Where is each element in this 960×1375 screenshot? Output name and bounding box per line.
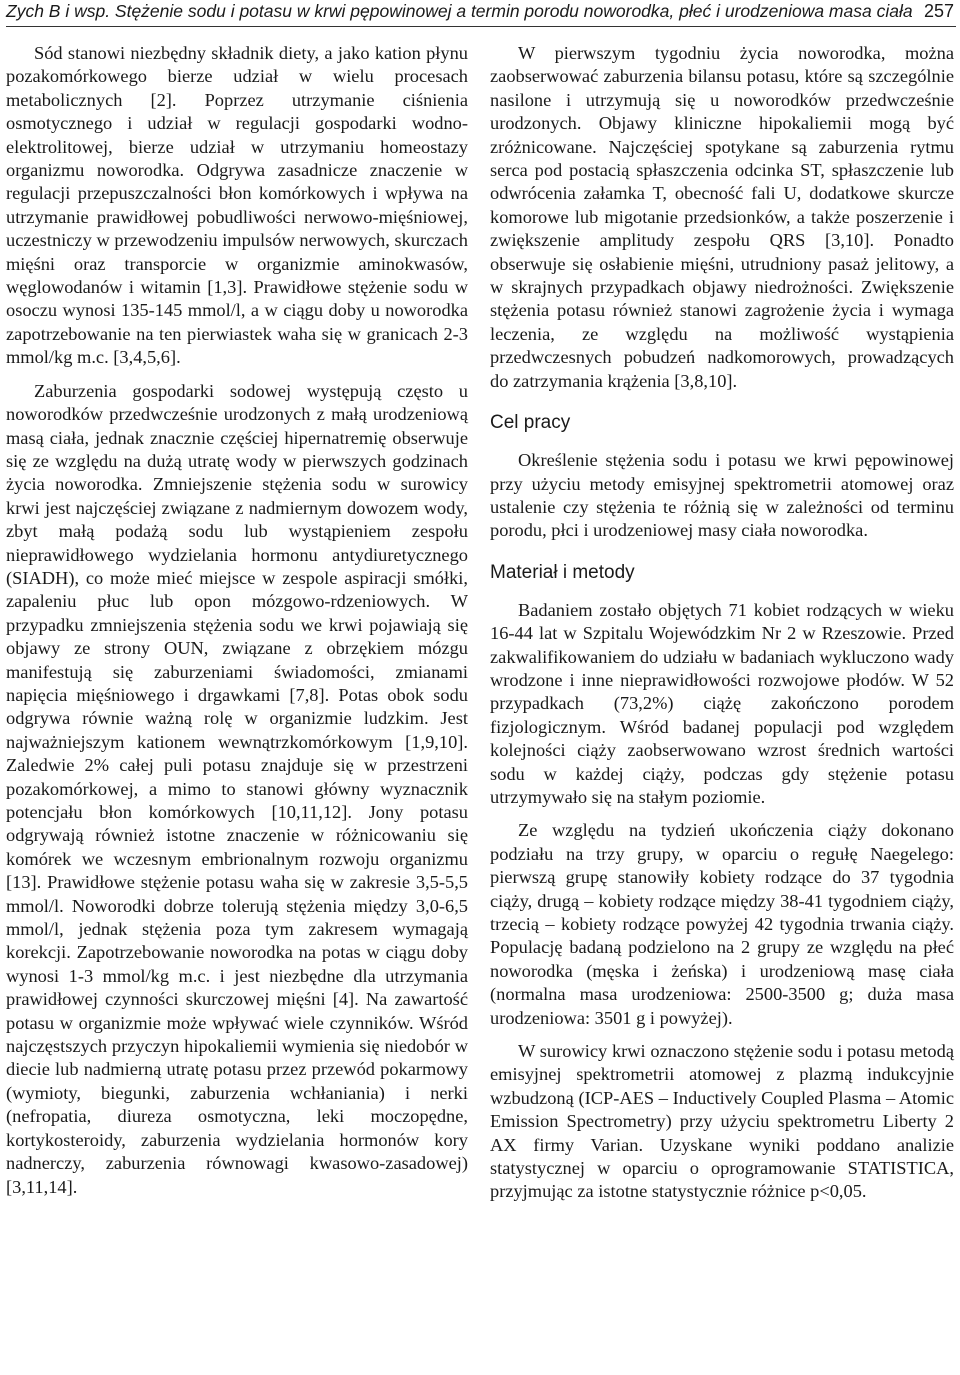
heading-methods: Materiał i metody — [490, 561, 635, 583]
running-header — [6, 0, 956, 27]
paragraph-methods-icp: W surowicy krwi oznaczono stężenie sodu i potasu metodą emisyjnej spektrometrii atomowej z plazmą indukcyjnie wzbudzoną (ICP-AES – Inductively Coupled Plasma – Atomic Emission Spectrometry) przy użyciu spektrometru Liberty 2 AX firmy Varian. Uzyskane wyniki poddano analizie statystycznej w oparciu o oprogramowanie STATISTICA, przyjmując za istotne statystycznie różnice p<0,05. — [490, 1041, 954, 1202]
paragraph-methods-groups: Ze względu na tydzień ukończenia ciąży dokonano podziału na trzy grupy, w oparciu o regułę Naegelego: pierwszą grupę stanowiły kobiety rodzące do 37 tygodnia ciąży, drugą – kobiety rodzące między 38-41 tygodniem ciąży, trzecią – kobiety rodzące powyżej 42 tygodnia trwania ciąży. Populację badaną podzielono na 2 grupy ze względu na płeć noworodka (męska i żeńska) i urodzeniową masę ciała (normalna masa urodzeniowa: 2500-3500 g; duża masa urodzeniowa: 3501 g i powyżej). — [490, 820, 954, 1028]
paragraph-methods-population: Badaniem zostało objętych 71 kobiet rodzących w wieku 16-44 lat w Szpitalu Wojewódzkim Nr 2 w Rzeszowie. Przed zakwalifikowaniem do udziału w badaniach wykluczono wady wrodzone i inne nieprawidłowości rozwojowe płodów. W 52 przypadkach (73,2%) ciążę zakończono porodem fizjologicznym. Wśród badanej populacji pod względem kolejności ciąży zaobserwowano wzrost średnich wartości sodu w każdej ciąży, podczas gdy stężenie potasu utrzymywało się na stałym poziomie. — [490, 599, 954, 807]
paragraph-sodium-potassium-disorders: Zaburzenia gospodarki sodowej występują często u noworodków przedwcześnie urodzonych z małą urodzeniową masą ciała, jednak znacznie częściej hipernatremię obserwuje się ze względu na dużą utratę wody w pierwszych godzinach życia noworodka. Zmniejszenie stężenia sodu w surowicy krwi jest najczęściej związane z nadmiernym dowozem wody, zbyt małą podażą sodu lub wystąpieniem zespołu nieprawidłowego wydzielania hormonu antydiuretycznego (SIADH), co może mieć miejsce w zespole aspiracji smółki, zapaleniu płuc lub opon mózgowo-rdzeniowych. W przypadku zmniejszenia stężenia sodu we krwi pojawiają się objawy ze strony OUN, związane z obrzękiem mózgu manifestują się zaburzeniami świadomości, zmianami napięcia mięśniowego i drgawkami [7,8]. Potas obok sodu odgrywa równie ważną rolę w organizmie ludzkim. Jest najważniejszym kationem wewnątrzkomórkowym [1,9,10]. Zaledwie 2% całej puli potasu znajduje się w przestrzeni pozakomórkowej, a mimo to stanowi główny wyznacznik potencjału błon komórkowych [10,11,12]. Jony potasu odgrywają również istotne znaczenie w różnicowaniu się komórek we wczesnym embrionalnym rozwoju organizmu [13]. Prawidłowe stężenie potasu waha się w zakresie 3,5-5,5 mmol/l. Noworodki dobrze tolerują stężenia między 3,0-6,5 mmol/l, jednak stężenia poza tym zakresem wymagają korekcji. Zapotrzebowanie noworodka na potas w ciągu doby wynosi 1-3 mmol/kg m.c. i jest niezbędne dla utrzymania prawidłowej czynności skurczowej mięśni [4]. Na zawartość potasu w organizmie może wpływać wiele czynników. Wśród najczęstszych przyczyn hipokaliemii wymienia się niedobór w diecie lub nadmierną utratę potasu przez przewód pokarmowy (wymioty, biegunki, zaburzenia wchłaniania) i nerki (nefropatia, diureza osmotyczna, leki moczopędne, kortykosteroidy, zaburzenia wydzielania hormonów kory nadnerczy, zaburzenia równowagi kwasowo-zasadowej) [3,11,14]. — [6, 380, 468, 1197]
paragraph-sodium-role: Sód stanowi niezbędny składnik diety, a jako kation płynu pozakomórkowego bierze udział w wielu procesach metabolicznych [2]. Poprzez utrzymanie ciśnienia osmotycznego i udział w regulacji gospodarki wodno-elektrolitowej, bierze udział w utrzymaniu homeostazy organizmu noworodka. Odgrywa zasadnicze znaczenie w regulacji przepuszczalności błon komórkowych i wpływa na utrzymanie prawidłowej pobudliwości nerwowo-mięśniowej, uczestniczy w przewodzeniu impulsów nerwowych, skurczach mięśni oraz transporcie w organizmie aminokwasów, węglowodanów i witamin [1,3]. Prawidłowe stężenie sodu w osoczu wynosi 135-145 mmol/l, a w ciągu doby u noworodka zapotrzebowanie na ten pierwiastek waha się w granicach 2-3 mmol/kg m.c. [3,4,5,6]. — [6, 43, 468, 368]
paragraph-hypokalemia: W pierwszym tygodniu życia noworodka, można zaobserwować zaburzenia bilansu potasu, które są szczególnie nasilone i utrzymują się u noworodków przedwcześnie urodzonych. Objawy kliniczne hipokaliemii mogą być zróżnicowane. Najczęściej spotykane są zaburzenia rytmu serca pod postacią spłaszczenia odcinka ST, spłaszczenie lub odwrócenia załamka T, obecność fali U, dodatkowe skurcze komorowe lub migotanie przedsionków, a także poszerzenie i zwiększenie amplitudy zespołu QRS [3,10]. Ponadto obserwuje się osłabienie mięśni, utrudniony pasaż jelitowy, a w skrajnych przypadkach objawy niedrożności. Zwiększenie stężenia potasu również stanowi zagrożenie życia i wymaga leczenia, ze względu na możliwość wystąpienia przedwczesnych pobudzeń nadkomorowych, prowadzących do zatrzymania krążenia [3,8,10]. — [490, 43, 954, 391]
right-column — [490, 42, 954, 1214]
page-number: 257 — [923, 1, 954, 21]
left-column — [6, 42, 468, 1209]
paragraph-goal: Określenie stężenia sodu i potasu we krwi pępowinowej przy użyciu metody emisyjnej spektrometrii atomowej oraz ustalenie czy stężenia te różnią się w zależności od terminu porodu, płci i urodzeniowej masy ciała noworodka. — [490, 450, 954, 541]
running-title: Zych B i wsp. Stężenie sodu i potasu w krwi pępowinowej a termin porodu noworodka, płeć i urodzeniowa masa ciała — [6, 1, 913, 21]
heading-goal: Cel pracy — [490, 412, 571, 434]
